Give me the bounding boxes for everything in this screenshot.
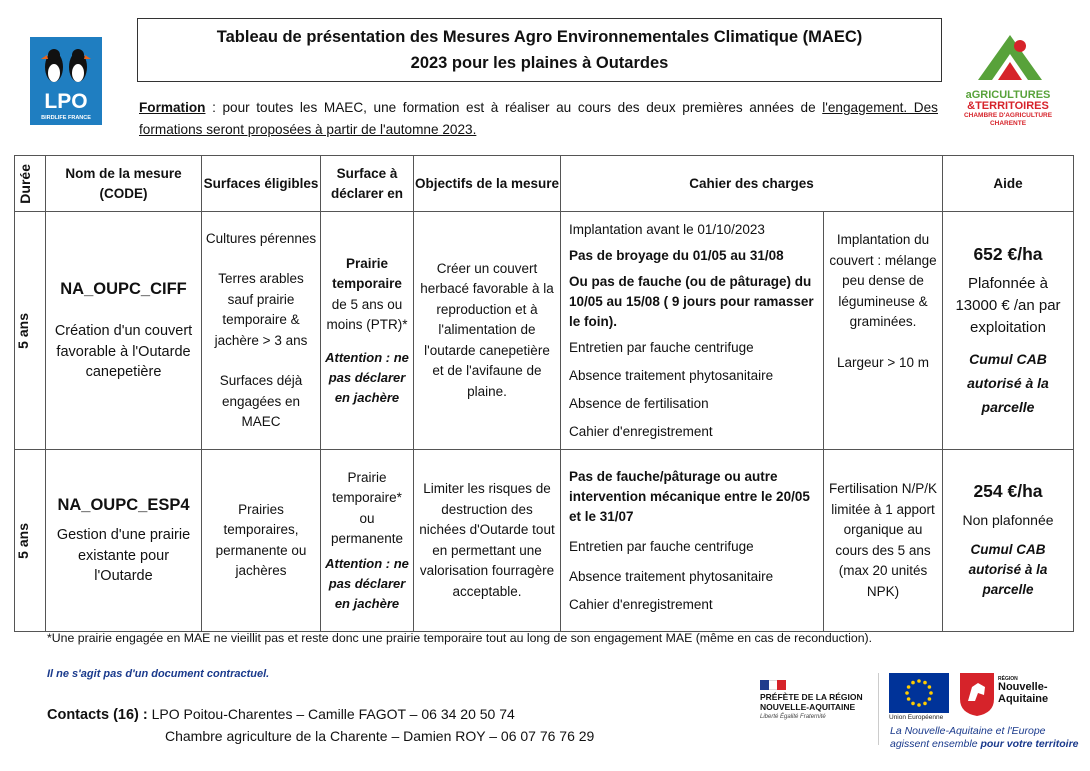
row1-nom	[46, 212, 202, 450]
row2-aide-price: 254 €/ha	[973, 481, 1043, 501]
list-item: Ou pas de fauche (ou de pâturage) du 10/05 au 15/08 ( 9 jours pour ramasser le foin).	[569, 273, 814, 329]
row1-declarer-bold: Prairie temporaire	[332, 255, 402, 291]
row2-nom	[46, 450, 202, 632]
row2-declarer-text: Prairie temporaire* ou permanente	[330, 469, 404, 546]
row2-declarer	[321, 450, 414, 632]
agri-logo-line1: aGRICULTURES	[965, 89, 1051, 101]
row2-name: Gestion d'une prairie existante pour l'Outarde	[56, 527, 191, 584]
eu-text-line3: pour votre territoire	[980, 738, 1079, 750]
row2-aide-text: Non plafonnée	[962, 511, 1054, 528]
formation-paragraph	[139, 97, 938, 141]
row1-aide-text: Plafonnée à 13000 € /an par exploitation	[955, 274, 1061, 336]
row2-aide-cumul: Cumul CAB autorisé à la parcelle	[968, 542, 1048, 597]
row2-declarer-warn: Attention : ne pas déclarer en jachère	[325, 555, 409, 611]
list-item: Cahier d'enregistrement	[569, 596, 713, 612]
list-item: Cahier d'enregistrement	[569, 423, 713, 439]
agri-logo-line2: &TERRITOIRES	[967, 100, 1049, 112]
contacts	[47, 704, 594, 747]
row1-aide-price: 652 €/ha	[973, 243, 1043, 264]
chambre-agriculture-logo	[958, 30, 1058, 135]
region-name: RÉGION Nouvelle-Aquitaine	[998, 676, 1049, 705]
row1-declarer-rest: de 5 ans ou moins (PTR)*	[326, 296, 408, 332]
row2-code: NA_OUPC_ESP4	[57, 495, 190, 514]
row1-cahier-side-2: Largeur > 10 m	[837, 354, 929, 370]
list-item: Absence traitement phytosanitaire	[569, 367, 774, 383]
list-item: Implantation avant le 01/10/2023	[569, 221, 765, 237]
prefet-text: PRÉFÈTE DE LA RÉGION NOUVELLE-AQUITAINE	[760, 692, 863, 712]
list-item: Absence traitement phytosanitaire	[569, 568, 774, 584]
row1-declarer	[321, 212, 414, 450]
row2-cahier	[561, 450, 824, 632]
footer-divider	[878, 673, 879, 745]
row1-cahier-side-1: Implantation du couvert : mélange peu dense de légumineuse & graminées.	[829, 232, 937, 329]
formation-label: Formation	[139, 100, 206, 115]
header-cahier: Cahier des charges	[561, 156, 943, 212]
agri-logo-line3: CHAMBRE D'AGRICULTURE	[963, 112, 1053, 119]
table-row	[15, 212, 1074, 450]
page-title	[137, 18, 942, 82]
row1-aide-cumul: Cumul CAB autorisé à la parcelle	[967, 350, 1049, 415]
row2-duree: 5 ans	[15, 450, 46, 632]
agri-emblem-icon	[958, 30, 1058, 85]
header-nom: Nom de la mesure (CODE)	[46, 156, 202, 212]
prefet-logo	[760, 680, 875, 742]
french-flag-icon	[760, 680, 786, 690]
list-item: Entretien par fauche centrifuge	[569, 538, 754, 554]
header-surface-declarer: Surface à déclarer en	[321, 156, 414, 212]
eu-caption: Union Européenne	[889, 714, 944, 721]
agri-logo-line4: CHARENTE	[989, 120, 1027, 127]
table-row	[15, 450, 1074, 632]
title-line1: Tableau de présentation des Mesures Agro Environnementales Climatique (MAEC)	[216, 28, 863, 46]
row1-duree: 5 ans	[15, 212, 46, 450]
footnote: *Une prairie engagée en MAE ne vieillit pas et reste donc une prairie temporaire tout au long de son engagement MAE (même en cas de reconduction).	[47, 631, 873, 645]
row2-cahier-side: Fertilisation N/P/K limitée à 1 apport organique au cours des 5 ans (max 20 unités NPK)	[824, 450, 943, 632]
list-item: Absence de fertilisation	[569, 395, 709, 411]
eu-text-line1: La Nouvelle-Aquitaine et l'Europe	[890, 725, 1046, 737]
title-line2: 2023 pour les plaines à Outardes	[410, 54, 669, 72]
formation-text1: pour toutes les MAEC, une formation est à réaliser au cours des deux premières années de	[222, 100, 823, 115]
row1-aide	[943, 212, 1074, 450]
row2-aide	[943, 450, 1074, 632]
formation-text2: l'engagement. Des formations seront proposées à partir de l'automne 2023.	[139, 100, 938, 137]
row1-surfaces-2: Terres arables sauf prairie temporaire & jachère > 3 ans	[214, 271, 308, 348]
lpo-logo	[30, 37, 102, 125]
row1-cahier	[561, 212, 824, 450]
row1-cahier-side	[824, 212, 943, 450]
row2-objectifs: Limiter les risques de destruction des nichées d'Outarde tout en permettant une valorisation fourragère acceptable.	[414, 450, 561, 632]
row1-surfaces	[202, 212, 321, 450]
row1-surfaces-1: Cultures pérennes	[205, 230, 317, 246]
lpo-logo-text: LPO	[44, 90, 88, 113]
row1-code: NA_OUPC_CIFF	[60, 279, 187, 298]
row1-objectifs: Créer un couvert herbacé favorable à la reproduction et à l'alimentation de l'outarde canepetière et de l'avifaune de plaine.	[414, 212, 561, 450]
lpo-logo-sub: BIRDLIFE FRANCE	[41, 115, 91, 121]
contact-lpo: LPO Poitou-Charentes – Camille FAGOT – 06 34 20 50 74	[151, 706, 515, 722]
header-objectifs: Objectifs de la mesure	[414, 156, 561, 212]
table-header-row	[15, 156, 1074, 212]
prefet-motto: Liberté Égalité Fraternité	[760, 714, 826, 720]
contacts-label: Contacts (16) :	[47, 707, 148, 723]
header-duree: Durée	[15, 156, 46, 212]
maec-table	[14, 155, 1074, 632]
header-surfaces: Surfaces éligibles	[202, 156, 321, 212]
contact-chambre: Chambre agriculture de la Charente – Damien ROY – 06 07 76 76 29	[165, 728, 595, 744]
eu-text	[890, 725, 1079, 751]
list-item: Pas de fauche/pâturage ou autre intervention mécanique entre le 20/05 et le 31/07	[569, 468, 810, 524]
row1-name: Création d'un couvert favorable à l'Outarde canepetière	[54, 323, 193, 380]
eu-text-line2: agissent ensemble	[890, 738, 981, 750]
disclaimer: Il ne s'agit pas d'un document contractuel.	[47, 668, 270, 680]
region-logo-icon	[958, 671, 996, 717]
formation-sep: :	[205, 100, 223, 115]
region-name-text: Nouvelle-Aquitaine	[998, 681, 1049, 705]
row1-declarer-warn: Attention : ne pas déclarer en jachère	[325, 349, 409, 405]
row2-surfaces: Prairies temporaires, permanente ou jachères	[202, 450, 321, 632]
eu-flag-icon	[889, 673, 949, 713]
header-aide: Aide	[943, 156, 1074, 212]
list-item: Pas de broyage du 01/05 au 31/08	[569, 247, 784, 263]
row1-surfaces-3: Surfaces déjà engagées en MAEC	[219, 373, 303, 429]
list-item: Entretien par fauche centrifuge	[569, 339, 754, 355]
